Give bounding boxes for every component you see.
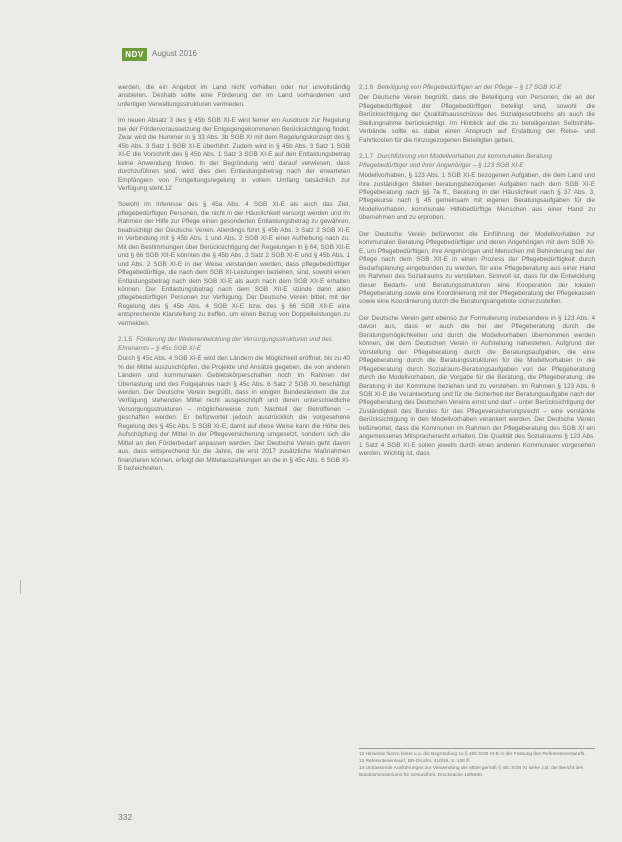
- paragraph: Sowohl im Interesse des § 45a Abs. 4 SGB XI-E als auch das Ziel, pflegebedürftigen Personen, die nicht in der Häuslichkeit versorgt werden und im Rahmen der Hilfe zur Pflege einen gesonderten Entlastungsbetrag zu gewähren, beabsichtigt der Deutsche Verein. Allerdings führt § 45b Abs. 3 Satz 2 SGB XI-E in Verbindung mit § 45b Abs. 1 und Abs. 2 SGB XI-E einer Aufhebung nach zu. Mit den Bestimmungen über Berücksichtigung der Regelungen in § 64, SGB XII-E und § 66 SGB XII-E könnten die § 45b Abs. 3 Satz 2 SGB XI-E und § 45b Abs. 1 und Abs. 2 SGB XI-E in der Weise verstanden werden, dass pflegebedürftiger Pflegebedürftige, die nach dem SGB XI-Leistungen beziehen, sind, sowohl einen Entlastungsbetrag nach dem SGB XI-E als auch nach dem SGB XII-E erhalten können. Der Entlastungsbetrag nach dem SGB XII-E stünde dann allen pflegebedürftigen Personen zur Verfügung. Der Deutsche Verein bittet, mit der Regelung des § 45b Abs. 4 SGB XI-E bzw. des § 66 SGB XII-E eine entsprechende Klarstellung zu treffen, um einen Bezug von Doppelleistungen zu vermeiden.: [118, 201, 350, 327]
- paragraph: Im neuen Absatz 3 des § 45b SGB XI-E wird ferner ein Ausdruck zur Regelung bei der Fördervoraussetzung der Entgegengekommenen Berücksichtigung findet. Zwar wird die Nummer in § 33 Abs. 3b SGB XI mit dem Regelungskonzept des § 45b Abs. 3 Satz 1 SGB XI-E überführt. Zudem wird in § 45b Abs. 3 Satz 1 SGB XI-E die Vorschrift des § 45b Abs. 1 Satz 3 SGB XI-E auf den Entlastungsbetrag keine Anwendung finden. In der Begründung wird darauf verwiesen, dass durchzuführen sind, wird dies den Entlastungsbetrag nach der erwarteten Empfängern von Fortgeltungsregelung in vollem Umfang tatsächlich zur Verfügung steht.12: [118, 117, 350, 192]
- right-column: [359, 84, 595, 467]
- paragraph: Der Deutsche Verein geht ebenso zur Formulierung insbesondere in § 123 Abs. 4 davon aus, dass er auch die bei der Pflegeberatung durch die Beratungsmöglichkeiten und durch die Modellvorhaben übernommen werden können, die dem Deutschen Verein in Aufstellung nahestehen. Aufgrund der Vorstellung der Pflegeberatung durch die Beratungsaufgaben, die eine Pflegeberatung durch die Beratungsstrukturen für die Modellvorhaben in die Pflegeberatung durch Sozialraum-Beratungsaufgaben von der Pflegeberatung durch die Modellvorhaben, die Vorgabe für die Beratung, die Pflegeberatung, die Beratung in der Kommune beziehen und zu verstehen. Im Rahmen § 123 Abs. 6 SGB XI-E die Verantwortung und für die Sicherheit der Beratungsaufgabe nach der Pflegeberatung des Deutschen Vereins ernst und darf – unter Berücksichtigung der Zuständigkeit des Bundes für das Pflegeversicherungsrecht – eine verstärkte Berücksichtigung in den Modellvorhaben verankert werden. Der Deutsche Verein befürwortet, dass die Kommunen im Rahmen der Pflegeberatung des SGB XI ein angemessenes Mitspracherecht erhalten. Die Qualität des Sozialraums § 123 Abs. 1 Satz 4 SGB XI-E sollen jeweils durch einen anderen Kommunaler vorgesehen werden. Wichtig ist, dass: [359, 314, 595, 458]
- section-number: 2.1.5: [118, 336, 133, 344]
- section-number: 2.1.7: [359, 153, 374, 161]
- section-title: Durchführung von Modellvorhaben zur kommunalen Beratung Pflegebedürftiger und ihrer Angehöriger – § 123 SGB XI-E: [359, 153, 552, 169]
- paragraph: werden, die ein Angebot im Land nicht vorhalten oder nur unvollständig ansbieten. Deshalb sollte eine Förderung der im Land vorhandenen und unfertigen Verwaltungsstrukturen vermieden.: [118, 84, 350, 108]
- paragraph: Der Deutsche Verein begrüßt, dass die Beteiligung von Personen, die an der Pflegebedürftigkeit der Pflegebedürftigen beteiligt sind, sowohl die Berücksichtigung der Qualitätsausschüsse des Sozialgesetzbuchs als auch die Stellungnahme berücksichtigt. Im Hinblick auf die zu beteiligenden Selbsthilfe-Verbände sollte es dabei einen Anspruch auf Erstattung der Reise- und Fahrtkosten für die hinzugezogenen Beteiligten geben.: [359, 94, 595, 144]
- section-title: Förderung der Weiterentwicklung der Versorgungsstrukturen und des Ehrenamts – § 45c SGB XI-E: [118, 336, 332, 352]
- page-number: 332: [118, 812, 133, 822]
- footnotes: [359, 748, 595, 780]
- footnote: 13 Referentenentwurf, BR-Drucks. 410/16, S. 138 ff.: [359, 759, 471, 765]
- issue-date: August 2016: [152, 49, 197, 58]
- paragraph: Der Deutsche Verein befürwortet die Einführung der Modellvorhaben zur kommunalen Beratung Pflegebedürftiger und deren Angehörigen mit dem SGB XI-E, um Pflegebedürftigen, ihre Angehörigen und Menschen mit Behinderung bei der Pflege nach dem SGB XII-E in einen Prozess der Pflegebedürftigkeit durch Bedarfsplanung eingebunden zu werden, für eine Pflegeberatung aus einer Hand im Rahmen des Sozialraums zu verstärken. Sinnvoll ist, dass für die Entwicklung dieser Bedarfs- und Beratungsstrukturen eine Kooperation der lokalen Pflegeberatung sowie eine Koordinierung mit der Pflegeberatung der Pflegekassen sowie eine Koordinierung durch die Beratungsangebote sicherzustellen.: [359, 230, 595, 306]
- section-heading: [359, 153, 595, 170]
- section-title: Beteiligung von Pflegebedürftigen an der Pflege – § 17 SGB XI-E: [377, 84, 562, 91]
- section-heading: [359, 84, 595, 92]
- section-heading: [118, 336, 350, 353]
- ndv-logo: NDV: [122, 48, 147, 61]
- footnote: 14 Umfassende Ausführungen zur Verwendung der Mittel gemäß § 45c SGB XI siehe z.B. der Bericht des Bundesministeriums für Gesundheit, Drucksache 18/5680.: [359, 766, 584, 778]
- footnote: 12 Hinweise hierzu bietet u.a. die Begründung zu § 45b SGB XI-E in der Fassung des Referentenentwurfs.: [359, 752, 586, 757]
- margin-mark: [20, 580, 21, 594]
- paragraph: Modellvorhaben, § 123 Abs. 1 SGB XI-E bezogenen Aufgaben, die dem Land und ihre zuständigen Stellen beratungsbezogenen Aufgaben nach dem SGB XI-E Pflegeberatung nach §§ 7a ff., Beratung in der Häuslichkeit nach § 37 Abs. 3, Pflegekurse nach § 45 gemeinsam mit eigenen Beratungsaufgaben für die Modellvorhaben, kommunale Hilfebedürftige Menschen aus einer Hand zu übernehmen und zu erproben.: [359, 172, 595, 222]
- section-number: 2.1.6: [359, 84, 374, 91]
- left-column: [118, 84, 350, 481]
- paragraph: Durch § 45c Abs. 4 SGB XI-E wird den Ländern die Möglichkeit eröffnet, bis zu 40 % der Mittel auszuschöpfen, die Projekte und Ansätze gegeben, die von anderen Ländern und kommunalen Gebietskörperschaften noch im Rahmen der Überlastung und des Folgejahres nach § 45c Abs. 6 Satz 2 SGB XI beschäftigt werden. Der Deutsche Verein begrüßt, dass in einigen Bundesländern die zur Verfügung stehenden Mittel nicht ausgeschöpft und deren unterschiedliche Versorgungsstrukturen – möglicherweise zum Nachteil der Betroffenen – geschaffen werden. Er befürwortet jedoch ausdrücklich die vorgesehene Regelung des § 45c Abs. 5 SGB XI-E, damit auf diese Weise kann die Höhe des Aufschöpfung der Mittel in der Pflegeversicherung umgesetzt, sondern sich die Mittel an den Förderbedarf anpassen werden. Der Deutsche Verein geht davon aus, dass entsprechend für die Jahre, die erst 2017 zusätzliche Maßnahmen finanzieren können, erfolgt der Mittelauszahlungen an die in § 45c Abs. 6 SGB XI-E bezeichneten.: [118, 355, 350, 473]
